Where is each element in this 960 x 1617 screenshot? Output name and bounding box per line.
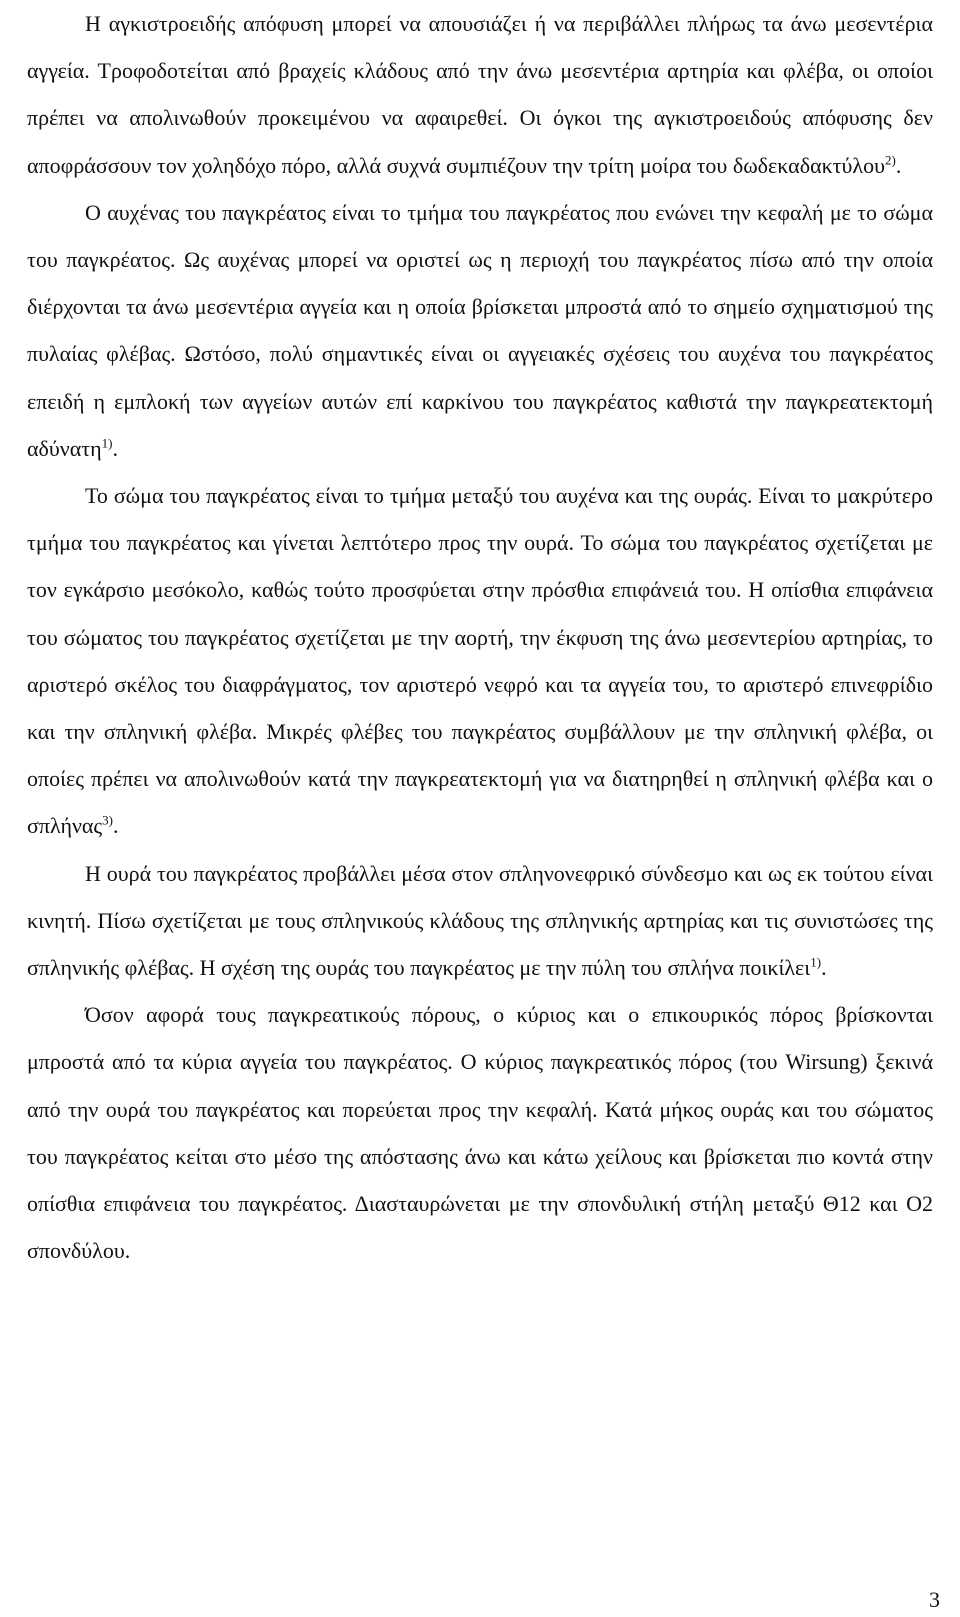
paragraph-end: .: [112, 813, 119, 839]
page-number: 3: [929, 1587, 940, 1612]
paragraph-pancreas-neck: [27, 189, 933, 472]
paragraph-end: .: [112, 435, 118, 461]
paragraph-pancreatic-ducts: [27, 991, 933, 1274]
paragraph-pancreas-tail: [27, 850, 933, 992]
citation-superscript: 1): [101, 435, 113, 451]
paragraph-text: Η αγκιστροειδής απόφυση μπορεί να απουσιάζει ή να περιβάλλει πλήρως τα άνω μεσεντέρια αγγεία. Τροφοδοτείται από βραχείς κλάδους από την άνω μεσεντέρια αρτηρία και φλέβα, οι οποίοι πρέπει να απολινωθούν προκειμένου να αφαιρεθεί. Οι όγκοι της αγκιστροειδούς απόφυσης δεν αποφράσσουν τον χοληδόχο πόρο, αλλά συχνά συμπιέζουν την τρίτη μοίρα του δωδεκαδακτύλου: [27, 11, 933, 178]
paragraph-text: Όσον αφορά τους παγκρεατικούς πόρους, ο κύριος και ο επικουρικός πόρος βρίσκονται μπροστά από τα κύρια αγγεία του παγκρέατος. Ο κύριος παγκρεατικός πόρος (του Wirsung) ξεκινά από την ουρά του παγκρέατος και πορεύεται προς την κεφαλή. Κατά μήκος ουράς και του σώματος του παγκρέατος κείται στο μέσο της απόστασης άνω και κάτω χείλους και βρίσκεται πιο κοντά στην οπίσθια επιφάνεια του παγκρέατος. Διασταυρώνεται με την σπονδυλική στήλη μεταξύ Θ12 και Ο2 σπονδύλου.: [27, 1002, 933, 1264]
citation-superscript: 3): [102, 813, 113, 829]
paragraph-text: Ο αυχένας του παγκρέατος είναι το τμήμα του παγκρέατος που ενώνει την κεφαλή με το σώμα του παγκρέατος. Ως αυχένας μπορεί να οριστεί ως η περιοχή του παγκρέατος πίσω από την οποία διέρχονται τα άνω μεσεντέρια αγγεία και η οποία βρίσκεται μπροστά από το σημείο σχηματισμού της πυλαίας φλέβας. Ωστόσο, πολύ σημαντικές είναι οι αγγειακές σχέσεις του αυχένα του παγκρέατος επειδή η εμπλοκή των αγγείων αυτών επί καρκίνου του παγκρέατος καθιστά την παγκρεατεκτομή αδύνατη: [27, 199, 933, 461]
paragraph-text: Το σώμα του παγκρέατος είναι το τμήμα μεταξύ του αυχένα και της ουράς. Είναι το μακρύτερο τμήμα του παγκρέατος και γίνεται λεπτότερο προς την ουρά. Το σώμα του παγκρέατος σχετίζεται με τον εγκάρσιο μεσόκολο, καθώς τούτο προσφύεται στην πρόσθια επιφάνειά του. Η οπίσθια επιφάνεια του σώματος του παγκρέατος σχετίζεται με την αορτή, την έκφυση της άνω μεσεντερίου αρτηρίας, το αριστερό σκέλος του διαφράγματος, τον αριστερό νεφρό και τα αγγεία του, το αριστερό επινεφρίδιο και την σπληνική φλέβα. Μικρές φλέβες του παγκρέατος συμβάλλουν με την σπληνική φλέβα, οι οποίες πρέπει να απολινωθούν κατά την παγκρεατεκτομή για να διατηρηθεί η σπληνική φλέβα και ο σπλήνας: [27, 483, 933, 839]
paragraph-pancreas-body: [27, 472, 933, 850]
body-text: [27, 0, 933, 1274]
paragraph-uncinate-process: [27, 0, 933, 189]
citation-superscript: 1): [810, 954, 822, 970]
paragraph-text: Η ουρά του παγκρέατος προβάλλει μέσα στον σπληνονεφρικό σύνδεσμο και ως εκ τούτου είναι κινητή. Πίσω σχετίζεται με τους σπληνικούς κλάδους της σπληνικής αρτηρίας και τις συνιστώσες της σπληνικής φλέβας. Η σχέση της ουράς του παγκρέατος με την πύλη του σπλήνα ποικίλει: [27, 860, 933, 981]
citation-superscript: 2): [884, 152, 896, 168]
paragraph-end: .: [821, 955, 827, 981]
paragraph-end: .: [895, 152, 902, 178]
